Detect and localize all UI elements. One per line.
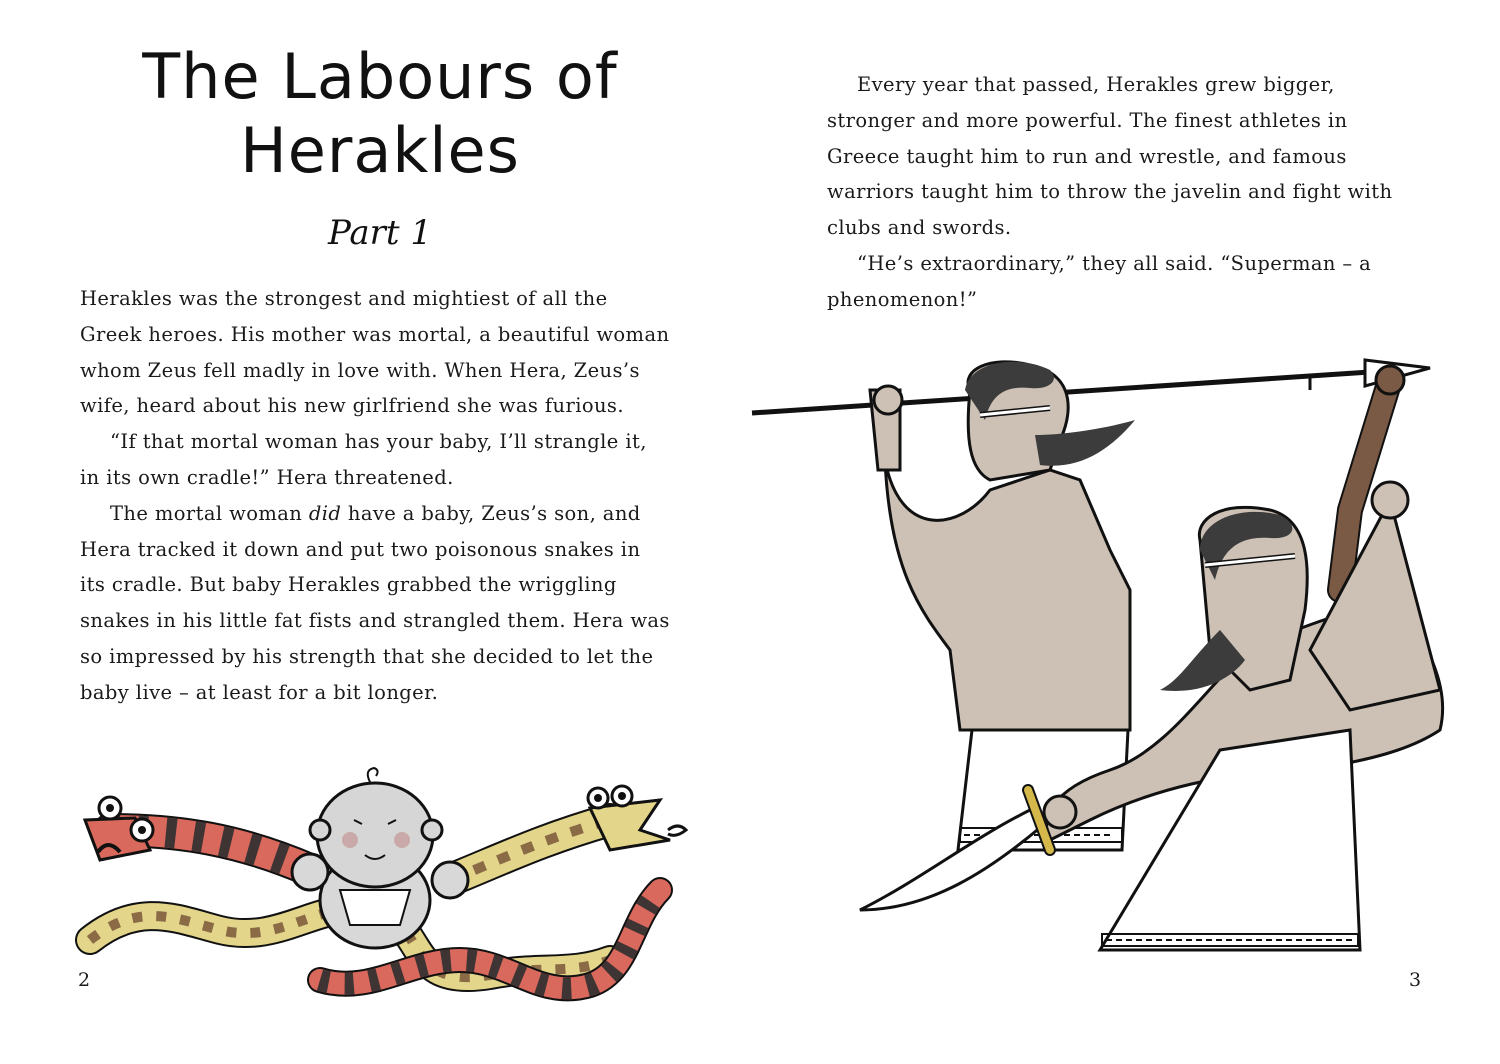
paragraph-3-end: have a baby, Zeus’s son, and Hera tracked it down and put two poisonous snakes in its cradle. But baby Herakles grabbed the wriggling snakes in his little fat fists and strangled them. Hera was so impressed by his strength that she decided to let the baby live – at least for a bit longer. (80, 501, 670, 704)
paragraph-5: “He’s extraordinary,” they all said. “Superman – a phenomenon!” (827, 251, 1372, 311)
left-text-block (80, 281, 670, 711)
warriors-illustration (750, 350, 1500, 970)
part-subtitle: Part 1 (328, 213, 432, 253)
right-page (750, 0, 1500, 1064)
paragraph-4: Every year that passed, Herakles grew bigger, stronger and more powerful. The finest athletes in Greece taught him to run and wrestle, and famous warriors taught him to throw the javelin and fight with clubs and swords. (827, 73, 1393, 240)
page-title: The Labours of Herakles (142, 40, 618, 187)
paragraph-3-start: The mortal woman (110, 501, 309, 525)
page-number-right: 3 (1409, 969, 1422, 991)
emphasis-did: did (308, 501, 342, 525)
baby-snakes-illustration (70, 760, 700, 1010)
paragraph-1: Herakles was the strongest and mightiest of all the Greek heroes. His mother was mortal, a beautiful woman whom Zeus fell madly in love with. When Hera, Zeus’s wife, heard about his new girlfriend she was furious. (80, 287, 670, 418)
page-number-left: 2 (78, 969, 91, 991)
paragraph-3 (80, 496, 670, 711)
right-text-block (827, 67, 1407, 318)
paragraph-2: “If that mortal woman has your baby, I’ll strangle it, in its own cradle!” Hera threatened. (80, 430, 647, 489)
